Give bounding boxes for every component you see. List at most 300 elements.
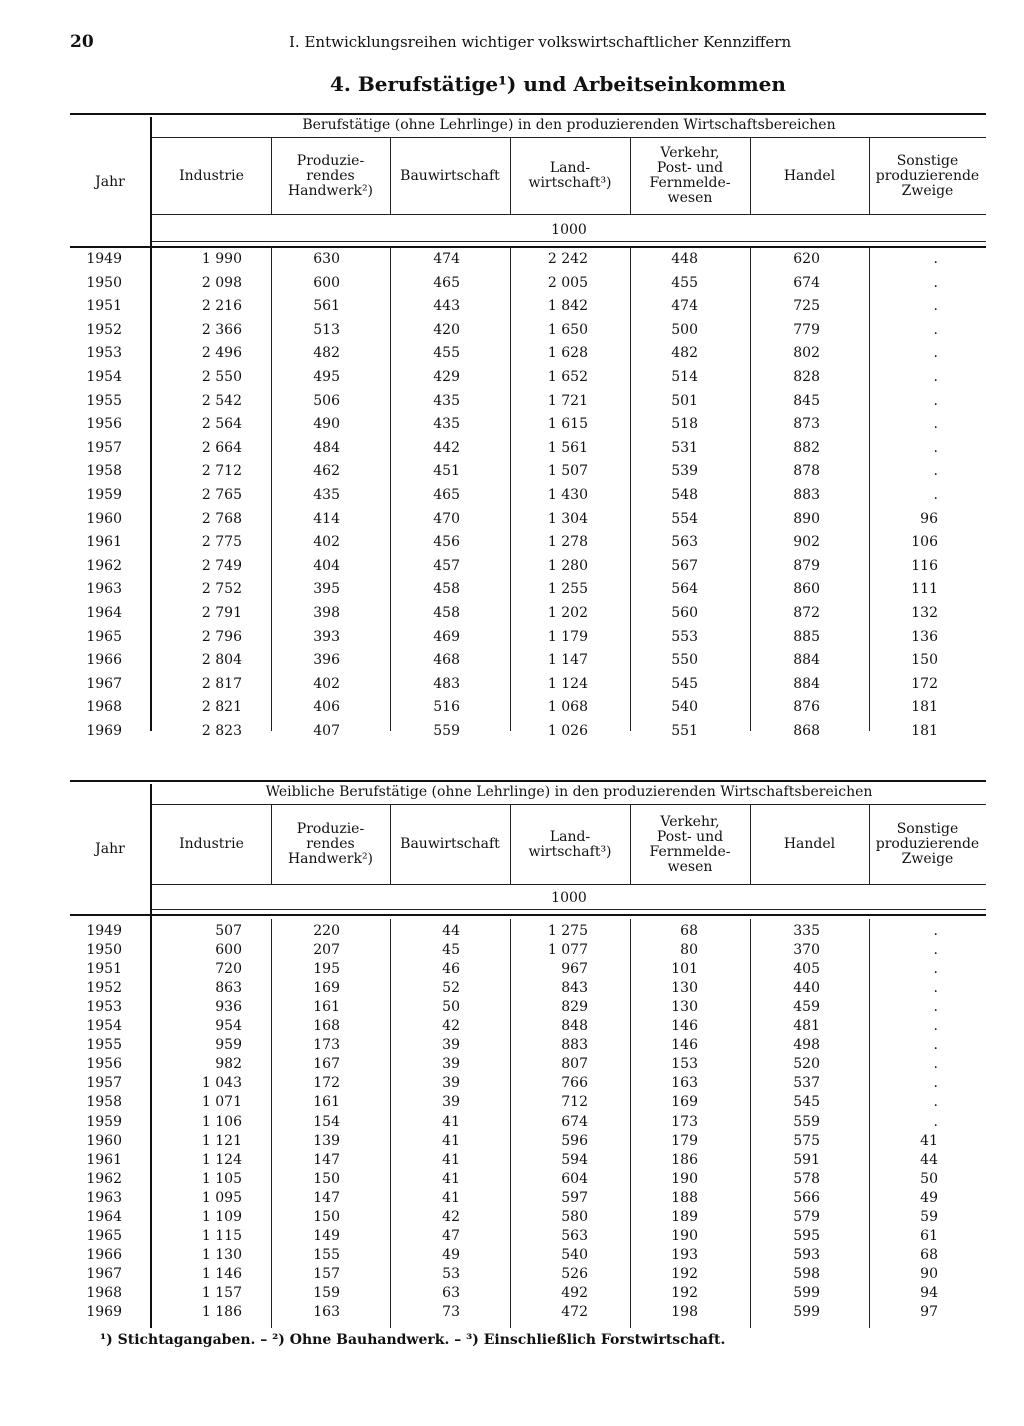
value-cell-sonstige: . — [933, 1056, 938, 1073]
value-cell-industrie: 720 — [215, 961, 242, 978]
value-cell-land: 492 — [561, 1284, 588, 1301]
value-cell-land: 766 — [561, 1075, 588, 1092]
value-cell-land: 1 179 — [547, 628, 588, 645]
value-cell-handel: 575 — [793, 1132, 820, 1149]
table-row — [70, 463, 986, 483]
value-cell-handel: 878 — [793, 463, 820, 480]
column-heading-rule — [152, 884, 986, 885]
value-cell-sonstige: 68 — [920, 1246, 938, 1263]
column-header-line: Handel — [783, 167, 836, 184]
value-cell-sonstige: 41 — [920, 1132, 938, 1149]
column-header-line: Verkehr, — [660, 145, 720, 161]
value-cell-handel: 591 — [793, 1151, 820, 1168]
year-cell: 1961 — [86, 1151, 122, 1168]
value-cell-handel: 598 — [793, 1265, 820, 1282]
unit-label: 1000 — [551, 222, 587, 238]
column-header-verkehr — [630, 146, 750, 206]
value-cell-bau: 73 — [442, 1304, 460, 1320]
value-cell-verkehr: 550 — [671, 652, 698, 669]
value-cell-industrie: 2 768 — [201, 510, 242, 527]
table-row — [70, 1304, 986, 1324]
value-cell-handwerk: 462 — [313, 463, 340, 480]
value-cell-bau: 483 — [433, 675, 460, 692]
column-header-line: Post- und — [656, 160, 724, 176]
value-cell-sonstige: . — [933, 1075, 938, 1092]
value-cell-land: 2 005 — [547, 274, 588, 291]
value-cell-sonstige: 111 — [911, 581, 938, 598]
table-row — [70, 534, 986, 554]
year-cell: 1960 — [86, 510, 122, 527]
column-header-handel — [750, 169, 869, 184]
value-cell-handel: 845 — [793, 392, 820, 409]
table-row — [70, 1094, 986, 1114]
value-cell-verkehr: 163 — [671, 1075, 698, 1092]
value-cell-bau: 41 — [442, 1132, 460, 1149]
group-heading-rule — [152, 804, 986, 805]
value-cell-bau: 435 — [433, 416, 460, 433]
value-cell-handwerk: 406 — [313, 699, 340, 716]
value-cell-verkehr: 190 — [671, 1227, 698, 1244]
value-cell-handwerk: 396 — [313, 652, 340, 669]
value-cell-industrie: 2 366 — [201, 321, 242, 338]
value-cell-sonstige: . — [933, 923, 938, 939]
value-cell-handwerk: 398 — [313, 605, 340, 621]
value-cell-verkehr: 193 — [671, 1246, 698, 1263]
table-row — [70, 961, 986, 981]
value-cell-handel: 884 — [793, 675, 820, 692]
column-header-verkehr — [630, 815, 750, 875]
table-row — [70, 1075, 986, 1095]
year-cell: 1963 — [86, 1189, 122, 1206]
running-head: I. Entwicklungsreihen wichtiger volkswirtschaftlicher Kennziffern — [289, 33, 792, 51]
table-weibliche-berufstaetige — [70, 780, 986, 1328]
year-cell: 1962 — [86, 557, 122, 574]
value-cell-land: 2 242 — [547, 251, 588, 267]
table-row — [70, 605, 986, 625]
table-row — [70, 942, 986, 962]
value-cell-verkehr: 548 — [671, 487, 698, 503]
value-cell-bau: 559 — [433, 723, 460, 739]
year-cell: 1969 — [86, 723, 122, 739]
value-cell-land: 1 278 — [547, 534, 588, 551]
value-cell-industrie: 2 712 — [201, 463, 242, 480]
value-cell-land: 1 124 — [547, 675, 588, 692]
year-cell: 1949 — [86, 251, 122, 267]
year-cell: 1952 — [86, 321, 122, 338]
value-cell-handel: 481 — [793, 1018, 820, 1035]
value-cell-verkehr: 531 — [671, 439, 698, 456]
value-cell-handel: 335 — [793, 923, 820, 939]
table-row — [70, 487, 986, 507]
table-row — [70, 322, 986, 342]
value-cell-land: 1 842 — [547, 298, 588, 315]
value-cell-sonstige: . — [933, 439, 938, 456]
value-cell-sonstige: 116 — [911, 557, 938, 574]
value-cell-bau: 42 — [442, 1208, 460, 1225]
value-cell-handel: 440 — [793, 980, 820, 997]
column-header-jahr: Jahr — [95, 174, 125, 190]
value-cell-bau: 458 — [433, 581, 460, 598]
value-cell-land: 526 — [561, 1265, 588, 1282]
year-cell: 1969 — [86, 1304, 122, 1320]
value-cell-bau: 468 — [433, 652, 460, 669]
column-header-line: Handwerk²) — [287, 851, 374, 867]
value-cell-bau: 435 — [433, 392, 460, 409]
value-cell-industrie: 2 550 — [201, 369, 242, 385]
value-cell-land: 1 507 — [547, 463, 588, 480]
value-cell-handwerk: 150 — [313, 1208, 340, 1225]
value-cell-industrie: 2 804 — [201, 652, 242, 669]
year-cell: 1961 — [86, 534, 122, 551]
year-cell: 1965 — [86, 1227, 122, 1244]
value-cell-land: 1 430 — [547, 487, 588, 503]
value-cell-industrie: 959 — [215, 1037, 242, 1054]
column-header-line: Sonstige — [896, 821, 959, 837]
value-cell-industrie: 863 — [215, 980, 242, 997]
value-cell-sonstige: 61 — [920, 1227, 938, 1244]
value-cell-handwerk: 561 — [313, 298, 340, 315]
value-cell-land: 1 275 — [547, 923, 588, 939]
value-cell-bau: 456 — [433, 534, 460, 551]
value-cell-handwerk: 172 — [313, 1075, 340, 1092]
table-row — [70, 1247, 986, 1267]
value-cell-bau: 465 — [433, 274, 460, 291]
year-cell: 1965 — [86, 628, 122, 645]
value-cell-handel: 520 — [793, 1056, 820, 1073]
value-cell-land: 674 — [561, 1113, 588, 1130]
value-cell-industrie: 2 752 — [201, 581, 242, 598]
value-cell-handwerk: 147 — [313, 1151, 340, 1168]
table-row — [70, 369, 986, 389]
value-cell-handwerk: 161 — [313, 999, 340, 1016]
column-header-line: produzierende — [875, 167, 980, 184]
value-cell-verkehr: 560 — [671, 605, 698, 621]
value-cell-industrie: 1 990 — [201, 251, 242, 267]
value-cell-sonstige: 49 — [920, 1189, 938, 1206]
value-cell-bau: 39 — [442, 1075, 460, 1092]
value-cell-industrie: 2 542 — [201, 392, 242, 409]
table-row — [70, 1171, 986, 1191]
year-cell: 1954 — [86, 369, 122, 385]
value-cell-industrie: 1 071 — [201, 1094, 242, 1111]
value-cell-bau: 470 — [433, 510, 460, 527]
value-cell-handel: 579 — [793, 1208, 820, 1225]
value-cell-handwerk: 490 — [313, 416, 340, 433]
value-cell-bau: 49 — [442, 1246, 460, 1263]
value-cell-handel: 559 — [793, 1113, 820, 1130]
year-cell: 1966 — [86, 1246, 122, 1263]
column-header-line: Land- — [549, 160, 591, 176]
value-cell-handwerk: 484 — [313, 439, 340, 456]
column-header-line: rendes — [306, 167, 355, 184]
year-cell: 1955 — [86, 392, 122, 409]
column-header-line: Industrie — [179, 836, 244, 852]
value-cell-handwerk: 161 — [313, 1094, 340, 1111]
column-header-sonstige — [869, 154, 986, 199]
value-cell-handel: 885 — [793, 628, 820, 645]
value-cell-handel: 872 — [793, 605, 820, 621]
value-cell-handwerk: 395 — [313, 581, 340, 598]
value-cell-handwerk: 600 — [313, 274, 340, 291]
value-cell-handwerk: 404 — [313, 557, 340, 574]
value-cell-sonstige: 106 — [911, 534, 938, 551]
value-cell-bau: 39 — [442, 1056, 460, 1073]
column-header-handwerk — [271, 154, 390, 199]
value-cell-handwerk: 195 — [313, 961, 340, 978]
value-cell-handel: 537 — [793, 1075, 820, 1092]
table-row — [70, 416, 986, 436]
value-cell-verkehr: 553 — [671, 628, 698, 645]
value-cell-industrie: 2 817 — [201, 675, 242, 692]
value-cell-bau: 44 — [442, 923, 460, 939]
value-cell-handwerk: 163 — [313, 1304, 340, 1320]
value-cell-verkehr: 563 — [671, 534, 698, 551]
value-cell-bau: 41 — [442, 1170, 460, 1187]
value-cell-handwerk: 147 — [313, 1189, 340, 1206]
table-row — [70, 558, 986, 578]
value-cell-handwerk: 402 — [313, 534, 340, 551]
value-cell-sonstige: . — [933, 1113, 938, 1130]
unit-rule — [152, 241, 986, 242]
column-header-line: wirtschaft³) — [528, 843, 612, 860]
year-cell: 1953 — [86, 999, 122, 1016]
value-cell-land: 1 721 — [547, 392, 588, 409]
value-cell-verkehr: 186 — [671, 1151, 698, 1168]
value-cell-land: 1 280 — [547, 557, 588, 574]
value-cell-bau: 455 — [433, 345, 460, 362]
value-cell-industrie: 507 — [215, 923, 242, 939]
value-cell-handwerk: 220 — [313, 923, 340, 939]
value-cell-handwerk: 414 — [313, 510, 340, 527]
value-cell-handel: 459 — [793, 999, 820, 1016]
footnote: ¹) Stichtagangaben. – ²) Ohne Bauhandwerk. – ³) Einschließlich Forstwirtschaft. — [100, 1332, 726, 1348]
group-heading: Berufstätige (ohne Lehrlinge) in den produzierenden Wirtschaftsbereichen — [302, 117, 836, 133]
table-row — [70, 1190, 986, 1210]
column-header-handel — [750, 837, 869, 852]
column-header-line: Bauwirtschaft — [400, 167, 500, 184]
value-cell-land: 807 — [561, 1056, 588, 1073]
year-cell: 1951 — [86, 298, 122, 315]
table-row — [70, 251, 986, 271]
value-cell-industrie: 1 146 — [201, 1265, 242, 1282]
value-cell-sonstige: . — [933, 416, 938, 433]
value-cell-sonstige: . — [933, 942, 938, 959]
value-cell-verkehr: 448 — [671, 251, 698, 267]
table-row — [70, 345, 986, 365]
year-cell: 1959 — [86, 1113, 122, 1130]
top-rule — [70, 780, 986, 782]
value-cell-bau: 46 — [442, 961, 460, 978]
value-cell-industrie: 1 043 — [201, 1075, 242, 1092]
value-cell-bau: 53 — [442, 1265, 460, 1282]
value-cell-handel: 873 — [793, 416, 820, 433]
table-row — [70, 1266, 986, 1286]
value-cell-land: 1 615 — [547, 416, 588, 433]
value-cell-industrie: 2 664 — [201, 439, 242, 456]
year-cell: 1964 — [86, 1208, 122, 1225]
column-header-bau — [390, 169, 510, 184]
column-header-line: Sonstige — [896, 152, 959, 169]
value-cell-bau: 41 — [442, 1151, 460, 1168]
value-cell-verkehr: 518 — [671, 416, 698, 433]
table-row — [70, 1133, 986, 1153]
column-header-industrie — [152, 837, 271, 852]
column-header-line: Handwerk²) — [287, 182, 374, 199]
column-header-land — [510, 830, 630, 860]
value-cell-industrie: 1 186 — [201, 1304, 242, 1320]
value-cell-industrie: 936 — [215, 999, 242, 1016]
value-cell-sonstige: 59 — [920, 1208, 938, 1225]
value-cell-handwerk: 173 — [313, 1037, 340, 1054]
value-cell-handwerk: 157 — [313, 1265, 340, 1282]
column-header-line: wesen — [667, 858, 713, 875]
table-row — [70, 1037, 986, 1057]
value-cell-sonstige: . — [933, 251, 938, 267]
year-cell: 1958 — [86, 1094, 122, 1111]
value-cell-verkehr: 501 — [671, 392, 698, 409]
value-cell-bau: 465 — [433, 487, 460, 503]
year-cell: 1967 — [86, 675, 122, 692]
value-cell-verkehr: 169 — [671, 1094, 698, 1111]
column-header-line: Zweige — [901, 851, 954, 867]
value-cell-sonstige: . — [933, 980, 938, 997]
value-cell-handwerk: 630 — [313, 251, 340, 267]
value-cell-handwerk: 402 — [313, 675, 340, 692]
value-cell-handel: 882 — [793, 439, 820, 456]
value-cell-handwerk: 155 — [313, 1246, 340, 1263]
value-cell-verkehr: 500 — [671, 321, 698, 338]
value-cell-handwerk: 168 — [313, 1018, 340, 1035]
value-cell-handel: 725 — [793, 298, 820, 315]
value-cell-verkehr: 551 — [671, 723, 698, 739]
table-row — [70, 1152, 986, 1172]
column-header-sonstige — [869, 822, 986, 867]
column-header-line: Handel — [783, 836, 836, 852]
year-cell: 1955 — [86, 1037, 122, 1054]
value-cell-land: 1 561 — [547, 439, 588, 456]
value-cell-bau: 516 — [433, 699, 460, 716]
value-cell-bau: 474 — [433, 251, 460, 267]
value-cell-industrie: 1 106 — [201, 1113, 242, 1130]
value-cell-industrie: 2 775 — [201, 534, 242, 551]
value-cell-handel: 498 — [793, 1037, 820, 1054]
value-cell-handel: 879 — [793, 557, 820, 574]
value-cell-sonstige: 96 — [920, 510, 938, 527]
value-cell-industrie: 1 157 — [201, 1284, 242, 1301]
value-cell-industrie: 1 115 — [201, 1227, 242, 1244]
value-cell-sonstige: . — [933, 463, 938, 480]
value-cell-land: 594 — [561, 1151, 588, 1168]
table-row — [70, 652, 986, 672]
value-cell-industrie: 600 — [215, 942, 242, 959]
value-cell-sonstige: . — [933, 345, 938, 362]
value-cell-sonstige: 172 — [911, 675, 938, 692]
year-cell: 1957 — [86, 1075, 122, 1092]
value-cell-bau: 41 — [442, 1189, 460, 1206]
value-cell-industrie: 982 — [215, 1056, 242, 1073]
value-cell-land: 597 — [561, 1189, 588, 1206]
value-cell-handel: 674 — [793, 274, 820, 291]
group-heading-rule — [152, 137, 986, 138]
table-row — [70, 676, 986, 696]
table-row — [70, 393, 986, 413]
value-cell-land: 596 — [561, 1132, 588, 1149]
year-cell: 1966 — [86, 652, 122, 669]
value-cell-industrie: 2 216 — [201, 298, 242, 315]
value-cell-handel: 890 — [793, 510, 820, 527]
value-cell-handel: 876 — [793, 699, 820, 716]
value-cell-handel: 620 — [793, 251, 820, 267]
table-berufstaetige — [70, 113, 986, 739]
value-cell-land: 1 255 — [547, 581, 588, 598]
column-header-line: Produzie- — [296, 152, 365, 169]
value-cell-industrie: 1 121 — [201, 1132, 242, 1149]
value-cell-verkehr: 554 — [671, 510, 698, 527]
value-cell-verkehr: 564 — [671, 581, 698, 598]
value-cell-sonstige: 44 — [920, 1151, 938, 1168]
value-cell-handel: 593 — [793, 1246, 820, 1263]
value-cell-handel: 884 — [793, 652, 820, 669]
value-cell-bau: 420 — [433, 321, 460, 338]
year-cell: 1956 — [86, 416, 122, 433]
value-cell-industrie: 1 130 — [201, 1246, 242, 1263]
value-cell-handwerk: 159 — [313, 1284, 340, 1301]
year-cell: 1960 — [86, 1132, 122, 1149]
value-cell-handwerk: 154 — [313, 1113, 340, 1130]
value-cell-sonstige: 181 — [911, 699, 938, 716]
group-heading: Weibliche Berufstätige (ohne Lehrlinge) in den produzierenden Wirtschaftsbereichen — [265, 784, 873, 800]
value-cell-land: 883 — [561, 1037, 588, 1054]
value-cell-industrie: 1 105 — [201, 1170, 242, 1187]
column-header-line: wirtschaft³) — [528, 175, 612, 191]
year-cell: 1956 — [86, 1056, 122, 1073]
value-cell-bau: 443 — [433, 298, 460, 315]
value-cell-land: 1 068 — [547, 699, 588, 716]
value-cell-bau: 469 — [433, 628, 460, 645]
value-cell-industrie: 954 — [215, 1018, 242, 1035]
value-cell-industrie: 2 765 — [201, 487, 242, 503]
value-cell-handel: 578 — [793, 1170, 820, 1187]
column-header-jahr: Jahr — [95, 841, 125, 857]
value-cell-bau: 458 — [433, 605, 460, 621]
value-cell-bau: 39 — [442, 1037, 460, 1054]
value-cell-industrie: 2 796 — [201, 628, 242, 645]
year-cell: 1968 — [86, 699, 122, 716]
value-cell-sonstige: . — [933, 274, 938, 291]
value-cell-verkehr: 101 — [671, 961, 698, 978]
value-cell-verkehr: 190 — [671, 1170, 698, 1187]
table-row — [70, 298, 986, 318]
table-row — [70, 723, 986, 743]
year-cell: 1968 — [86, 1284, 122, 1301]
value-cell-handwerk: 393 — [313, 628, 340, 645]
value-cell-land: 1 026 — [547, 723, 588, 739]
column-header-line: Industrie — [179, 167, 244, 184]
table-row — [70, 275, 986, 295]
value-cell-land: 580 — [561, 1208, 588, 1225]
value-cell-verkehr: 545 — [671, 675, 698, 692]
top-rule — [70, 113, 986, 115]
value-cell-sonstige: . — [933, 298, 938, 315]
value-cell-industrie: 2 496 — [201, 345, 242, 362]
value-cell-sonstige: . — [933, 321, 938, 338]
value-cell-verkehr: 482 — [671, 345, 698, 362]
column-header-line: Fernmelde- — [649, 843, 731, 860]
table-row — [70, 1018, 986, 1038]
value-cell-sonstige: . — [933, 1018, 938, 1035]
value-cell-land: 848 — [561, 1018, 588, 1035]
value-cell-verkehr: 514 — [671, 369, 698, 385]
